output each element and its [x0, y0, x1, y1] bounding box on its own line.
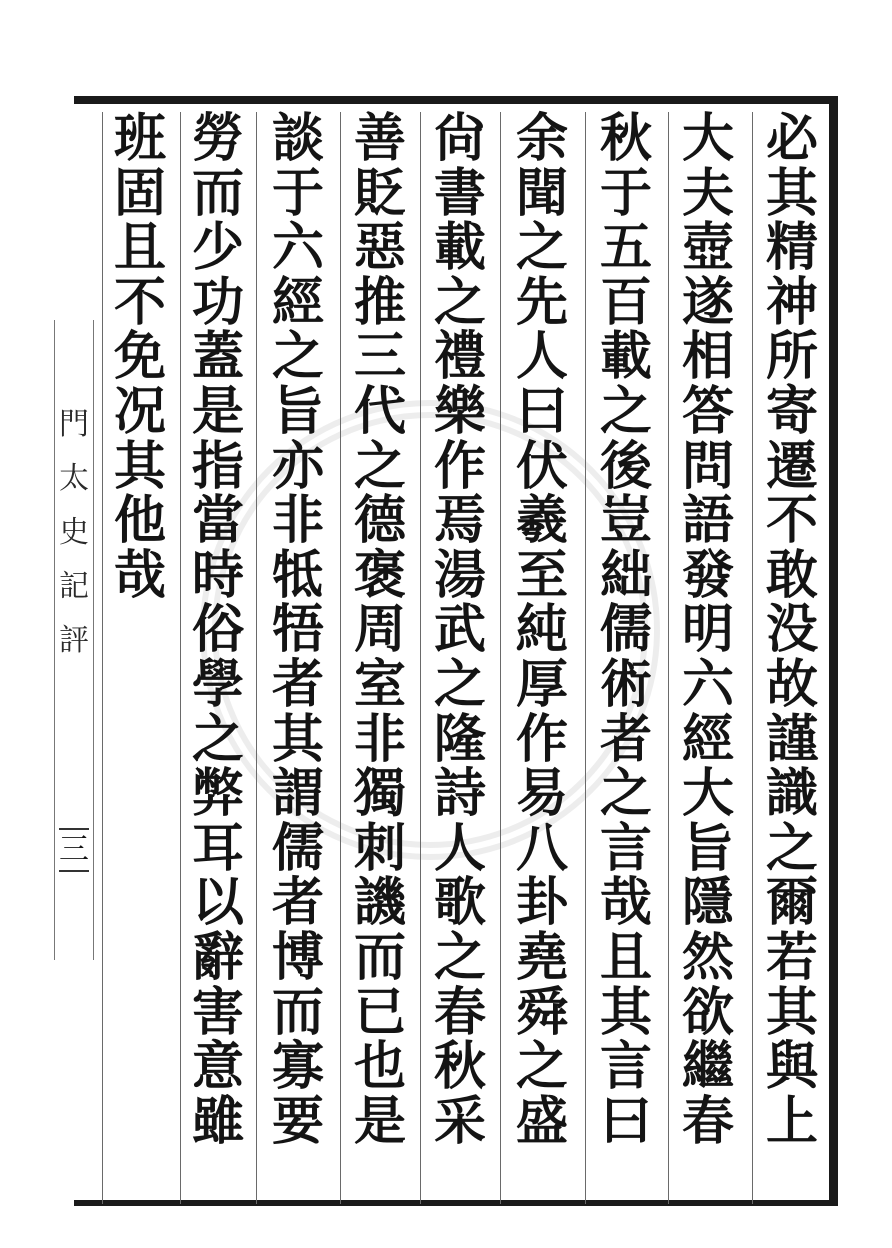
- text-char: 後: [599, 435, 652, 497]
- text-char: 欲: [681, 981, 734, 1043]
- text-char: 惡: [353, 217, 406, 279]
- text-char: 答: [681, 380, 734, 442]
- text-char: 秋: [433, 1036, 486, 1098]
- text-char: 經: [271, 271, 324, 333]
- text-char: 而: [353, 926, 406, 988]
- text-char: 必: [765, 108, 818, 169]
- text-char: 推: [353, 271, 406, 333]
- text-char: 牴: [271, 544, 324, 606]
- text-char: 没: [765, 599, 818, 661]
- text-char: 所: [765, 326, 818, 388]
- text-char: 他: [113, 490, 166, 552]
- text-char: 聞: [515, 162, 568, 224]
- text-char: 百: [599, 271, 652, 333]
- text-char: 術: [599, 653, 652, 715]
- text-char: 爾: [765, 872, 818, 934]
- text-char: 問: [681, 435, 734, 497]
- text-char: 旨: [681, 817, 734, 879]
- text-char: 六: [271, 217, 324, 279]
- text-char: 盛: [515, 1090, 568, 1152]
- text-char: 湯: [433, 544, 486, 606]
- text-char: 少: [191, 217, 244, 279]
- gutter-title-char: 史: [59, 515, 89, 550]
- text-char: 非: [271, 490, 324, 552]
- text-char: 夫: [681, 162, 734, 224]
- text-char: 識: [765, 763, 818, 825]
- text-char: 儒: [599, 599, 652, 661]
- text-char: 相: [681, 326, 734, 388]
- text-char: 也: [353, 1036, 406, 1098]
- text-char: 于: [599, 162, 652, 224]
- text-char: 且: [113, 217, 166, 279]
- text-char: 明: [681, 599, 734, 661]
- text-char: 是: [191, 380, 244, 442]
- text-char: 書: [433, 162, 486, 224]
- text-char: 與: [765, 1036, 818, 1098]
- text-char: 堯: [515, 926, 568, 988]
- text-char: 之: [353, 435, 406, 497]
- text-char: 至: [515, 544, 568, 606]
- text-column: [592, 108, 660, 1204]
- text-char: 寄: [765, 380, 818, 442]
- text-char: 意: [191, 1036, 244, 1098]
- text-column: [346, 108, 414, 1204]
- page-gutter: [54, 320, 94, 960]
- text-char: 先: [515, 271, 568, 333]
- column-rule: [102, 112, 103, 1204]
- text-char: 俗: [191, 599, 244, 661]
- column-rule: [752, 112, 753, 1204]
- text-char: 謹: [765, 708, 818, 770]
- text-char: 儒: [271, 817, 324, 879]
- text-char: 獨: [353, 763, 406, 825]
- text-char: 春: [681, 1090, 734, 1152]
- text-column: [758, 108, 826, 1204]
- text-char: 且: [599, 926, 652, 988]
- text-char: 其: [599, 981, 652, 1043]
- text-char: 載: [599, 326, 652, 388]
- text-char: 禮: [433, 326, 486, 388]
- text-char: 武: [433, 599, 486, 661]
- text-char: 大: [681, 108, 734, 169]
- text-char: 已: [353, 981, 406, 1043]
- column-rule: [420, 112, 421, 1204]
- text-char: 羲: [515, 490, 568, 552]
- text-char: 三: [353, 326, 406, 388]
- text-char: 人: [433, 817, 486, 879]
- column-rule: [500, 112, 501, 1204]
- text-char: 褒: [353, 544, 406, 606]
- text-char: 之: [765, 817, 818, 879]
- text-char: 其: [765, 981, 818, 1043]
- text-char: 春: [433, 981, 486, 1043]
- text-char: 曰: [515, 380, 568, 442]
- text-char: 牾: [271, 599, 324, 661]
- text-char: 要: [271, 1090, 324, 1152]
- text-column: [184, 108, 252, 1204]
- text-char: 是: [353, 1090, 406, 1152]
- text-char: 六: [681, 653, 734, 715]
- text-char: 故: [765, 653, 818, 715]
- text-char: 貶: [353, 162, 406, 224]
- text-char: 亦: [271, 435, 324, 497]
- text-char: 之: [515, 217, 568, 279]
- text-char: 伏: [515, 435, 568, 497]
- column-rule: [180, 112, 181, 1204]
- text-char: 功: [191, 271, 244, 333]
- text-char: 卦: [515, 872, 568, 934]
- text-char: 之: [599, 380, 652, 442]
- gutter-title-char: 門: [59, 407, 89, 442]
- text-char: 免: [113, 326, 166, 388]
- text-char: 之: [433, 653, 486, 715]
- text-char: 易: [515, 763, 568, 825]
- text-char: 寡: [271, 1036, 324, 1098]
- text-char: 勞: [191, 108, 244, 169]
- text-char: 室: [353, 653, 406, 715]
- gutter-title-char: 太: [59, 461, 89, 496]
- text-char: 辭: [191, 926, 244, 988]
- column-rule: [585, 112, 586, 1204]
- text-char: 以: [191, 872, 244, 934]
- text-char: 曰: [599, 1090, 652, 1152]
- text-column: [674, 108, 742, 1204]
- text-char: 博: [271, 926, 324, 988]
- text-char: 舜: [515, 981, 568, 1043]
- text-char: 之: [433, 926, 486, 988]
- text-char: 八: [515, 817, 568, 879]
- text-char: 于: [271, 162, 324, 224]
- text-char: 秋: [599, 108, 652, 169]
- text-char: 上: [765, 1090, 818, 1152]
- text-char: 德: [353, 490, 406, 552]
- text-char: 弊: [191, 763, 244, 825]
- gutter-title-char: 記: [59, 569, 89, 604]
- text-char: 刺: [353, 817, 406, 879]
- text-char: 其: [271, 708, 324, 770]
- text-char: 尙: [433, 108, 486, 169]
- text-char: 純: [515, 599, 568, 661]
- text-char: 厚: [515, 653, 568, 715]
- text-char: 載: [433, 217, 486, 279]
- text-char: 者: [271, 872, 324, 934]
- text-char: 不: [113, 271, 166, 333]
- text-char: 繼: [681, 1036, 734, 1098]
- text-char: 耳: [191, 817, 244, 879]
- text-char: 之: [599, 763, 652, 825]
- text-char: 余: [515, 108, 568, 169]
- text-char: 而: [271, 981, 324, 1043]
- text-char: 歌: [433, 872, 486, 934]
- text-char: 談: [271, 108, 324, 169]
- text-char: 言: [599, 817, 652, 879]
- text-char: 指: [191, 435, 244, 497]
- text-char: 敢: [765, 544, 818, 606]
- text-char: 然: [681, 926, 734, 988]
- text-char: 當: [191, 490, 244, 552]
- text-char: 者: [271, 653, 324, 715]
- text-char: 豈: [599, 490, 652, 552]
- text-char: 五: [599, 217, 652, 279]
- text-char: 况: [113, 380, 166, 442]
- text-column: [264, 108, 332, 1204]
- text-char: 若: [765, 926, 818, 988]
- text-column: [106, 108, 174, 1204]
- text-column: [426, 108, 494, 1204]
- text-column: [508, 108, 576, 1204]
- text-char: 而: [191, 162, 244, 224]
- column-rule: [668, 112, 669, 1204]
- gutter-title-char: 評: [59, 623, 89, 658]
- text-char: 詩: [433, 763, 486, 825]
- text-char: 者: [599, 708, 652, 770]
- text-char: 雖: [191, 1090, 244, 1152]
- text-char: 謂: [271, 763, 324, 825]
- text-char: 神: [765, 271, 818, 333]
- text-char: 哉: [113, 544, 166, 606]
- text-char: 善: [353, 108, 406, 169]
- text-char: 遂: [681, 271, 734, 333]
- text-char: 采: [433, 1090, 486, 1152]
- text-char: 經: [681, 708, 734, 770]
- page-number: 三: [59, 828, 89, 872]
- text-char: 言: [599, 1036, 652, 1098]
- text-char: 發: [681, 544, 734, 606]
- text-char: 焉: [433, 490, 486, 552]
- text-char: 之: [433, 271, 486, 333]
- text-char: 大: [681, 763, 734, 825]
- text-char: 旨: [271, 380, 324, 442]
- text-char: 絀: [599, 544, 652, 606]
- text-char: 周: [353, 599, 406, 661]
- text-char: 作: [433, 435, 486, 497]
- text-char: 之: [191, 708, 244, 770]
- text-char: 作: [515, 708, 568, 770]
- text-char: 樂: [433, 380, 486, 442]
- text-char: 其: [765, 162, 818, 224]
- text-char: 之: [271, 326, 324, 388]
- column-rule: [256, 112, 257, 1204]
- text-char: 非: [353, 708, 406, 770]
- column-rule: [340, 112, 341, 1204]
- text-char: 其: [113, 435, 166, 497]
- text-char: 蓋: [191, 326, 244, 388]
- text-char: 遷: [765, 435, 818, 497]
- text-char: 學: [191, 653, 244, 715]
- text-char: 班: [113, 108, 166, 169]
- text-char: 壺: [681, 217, 734, 279]
- text-char: 代: [353, 380, 406, 442]
- text-char: 固: [113, 162, 166, 224]
- text-char: 譏: [353, 872, 406, 934]
- text-char: 害: [191, 981, 244, 1043]
- text-char: 時: [191, 544, 244, 606]
- text-char: 哉: [599, 872, 652, 934]
- text-char: 精: [765, 217, 818, 279]
- text-char: 語: [681, 490, 734, 552]
- text-char: 隆: [433, 708, 486, 770]
- text-char: 人: [515, 326, 568, 388]
- text-char: 隱: [681, 872, 734, 934]
- text-char: 不: [765, 490, 818, 552]
- text-char: 之: [515, 1036, 568, 1098]
